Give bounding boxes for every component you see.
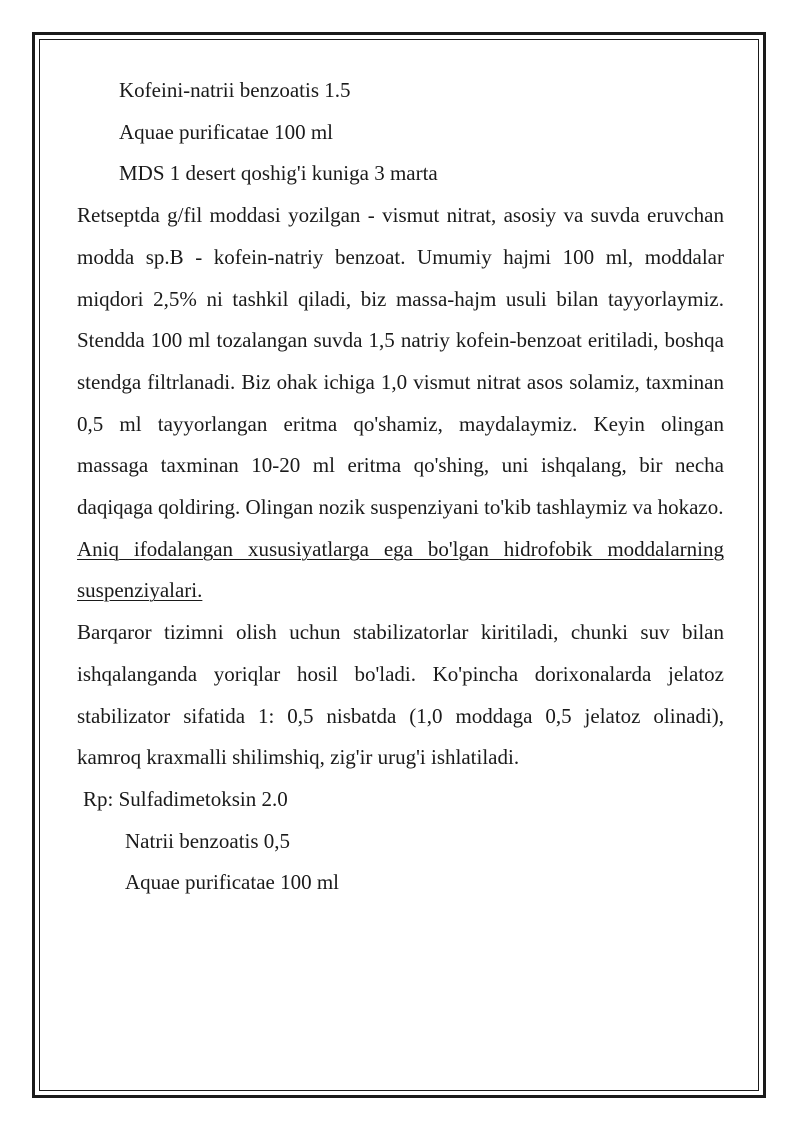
prescription2-line2: Natrii benzoatis 0,5 [125,828,291,853]
prescription2-line1: Rp: Sulfadimetoksin 2.0 [83,786,288,811]
paragraph-preparation: Retseptda g/fil moddasi yozilgan - vismut nitrat, asosiy va suvda eruvchan modda sp.B - kofein-natriy benzoat. Umumiy hajmi 100 ml, moddalar miqdori 2,5% ni tashkil qiladi, biz massa-hajm usuli bilan tayyorlaymiz. Stendda 100 ml tozalangan suvda 1,5 natriy kofein-benzoat eritiladi, boshqa stendga filtrlanadi. Biz ohak ichiga 1,0 vismut nitrat asos solamiz, taxminan 0,5 ml tayyorlangan eritma qo'shamiz, maydalaymiz. Keyin olingan massaga taxminan 10-20 ml eritma qo'shing, uni ishqalang, bir necha daqiqaga qoldiring. Olingan nozik suspenziyani to'kib tashlaymiz va hokazo. [77,203,724,520]
section-heading: Aniq ifodalangan xususiyatlarga ega bo'lgan hidrofobik moddalarning suspenziyalari. [77,536,724,603]
prescription1-line3: MDS 1 desert qoshig'i kuniga 3 marta [119,161,438,186]
paragraph-stabilizers: Barqaror tizimni olish uchun stabilizatorlar kiritiladi, chunki suv bilan ishqalanganda yoriqlar hosil bo'ladi. Ko'pincha dorixonalarda jelatoz stabilizator sifatida 1: 0,5 nisbatda (1,0 moddaga 0,5 jelatoz olinadi), kamroq kraxmalli shilimshiq, zig'ir urug'i ishlatiladi. [77,620,724,770]
document-body [77,70,724,904]
prescription1-line1: Kofeini-natrii benzoatis 1.5 [119,78,351,102]
prescription1-line2: Aquae purificatae 100 ml [119,119,333,144]
prescription2-line3: Aquae purificatae 100 ml [125,870,339,895]
